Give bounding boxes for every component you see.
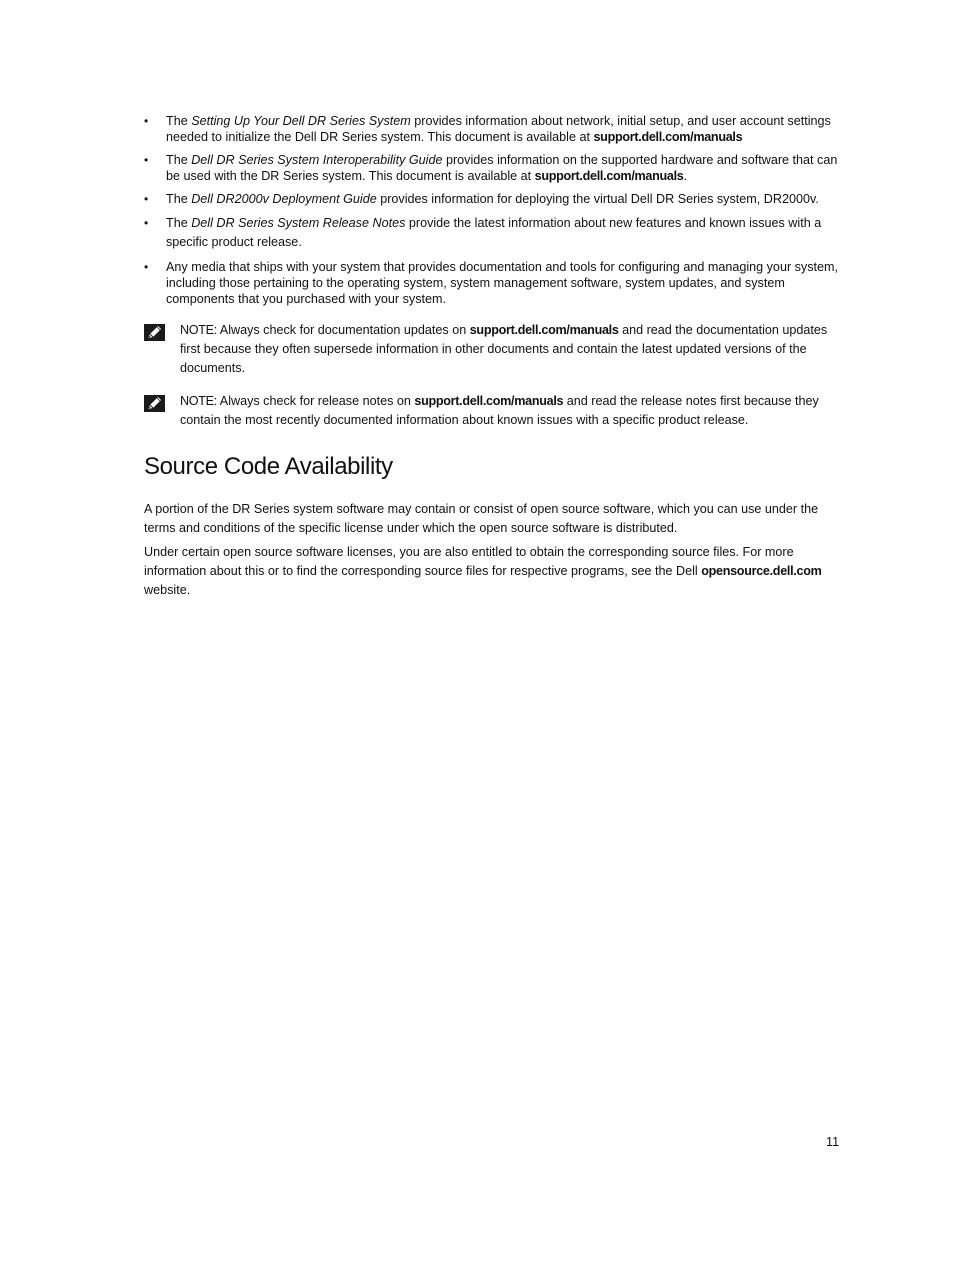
note-label: NOTE: <box>180 394 217 408</box>
note-text: Always check for documentation updates on <box>216 323 470 337</box>
support-link[interactable]: support.dell.com/manuals <box>414 394 564 408</box>
doc-title: Dell DR Series System Release Notes <box>191 216 406 230</box>
support-link[interactable]: support.dell.com/manuals <box>593 130 743 144</box>
list-item <box>144 113 840 145</box>
item-text: Any media that ships with your system that provides documentation and tools for configuring and managing your system, including those pertaining to the operating system, system management software, system updates, and system components that you purchased with your system. <box>166 260 839 306</box>
pencil-note-icon <box>144 324 165 341</box>
support-link[interactable]: support.dell.com/manuals <box>469 323 619 337</box>
item-text: provides information for deploying the virtual Dell DR Series system, DR2000v. <box>376 192 819 206</box>
bullet-dot: • <box>144 216 149 230</box>
paragraph-text: website. <box>144 583 191 597</box>
paragraph-text: Under certain open source software licenses, you are also entitled to obtain the corresponding source files. For more information about this or to find the corresponding source files for respective programs, see the Dell <box>144 545 794 578</box>
section-heading: Source Code Availability <box>144 453 393 480</box>
note-release-notes <box>144 392 840 430</box>
item-prefix: The <box>166 192 192 206</box>
bullet-dot: • <box>144 192 149 206</box>
item-text: provides information about network, initial setup, and user account settings needed to initialize the Dell DR Series system. This document is available at <box>166 114 831 144</box>
note-documentation-updates <box>144 321 840 378</box>
list-item <box>144 259 840 307</box>
item-prefix: The <box>166 114 192 128</box>
list-item <box>144 191 840 207</box>
item-prefix: The <box>166 216 192 230</box>
opensource-link[interactable]: opensource.dell.com <box>701 564 822 578</box>
doc-title: Setting Up Your Dell DR Series System <box>191 114 411 128</box>
bullet-dot: • <box>144 153 149 167</box>
list-item <box>144 152 840 184</box>
section-paragraph: A portion of the DR Series system software may contain or consist of open source software, which you can use under the terms and conditions of the specific license under which the open source software is distributed. <box>144 502 819 535</box>
note-text: and read the release notes first because they contain the most recently documented information about known issues with a specific product release. <box>180 394 819 427</box>
section-paragraph <box>144 543 840 600</box>
bullet-dot: • <box>144 260 149 274</box>
item-text: provide the latest information about new features and known issues with a specific product release. <box>166 216 822 249</box>
item-text: provides information on the supported hardware and software that can be used with the DR Series system. This document is available at <box>166 153 838 183</box>
page-content <box>144 113 840 605</box>
pencil-note-icon <box>144 395 165 412</box>
note-label: NOTE: <box>180 323 217 337</box>
page-number: 11 <box>826 1135 840 1149</box>
item-suffix: . <box>683 169 688 183</box>
note-text: and read the documentation updates first because they often supersede information in other documents and contain the latest updated versions of the documents. <box>180 323 828 375</box>
doc-title: Dell DR2000v Deployment Guide <box>191 192 377 206</box>
support-link[interactable]: support.dell.com/manuals <box>534 169 684 183</box>
list-item <box>144 214 840 252</box>
item-prefix: The <box>166 153 192 167</box>
doc-title: Dell DR Series System Interoperability Guide <box>191 153 443 167</box>
documentation-list <box>144 113 840 307</box>
note-text: Always check for release notes on <box>216 394 415 408</box>
bullet-dot: • <box>144 114 149 128</box>
